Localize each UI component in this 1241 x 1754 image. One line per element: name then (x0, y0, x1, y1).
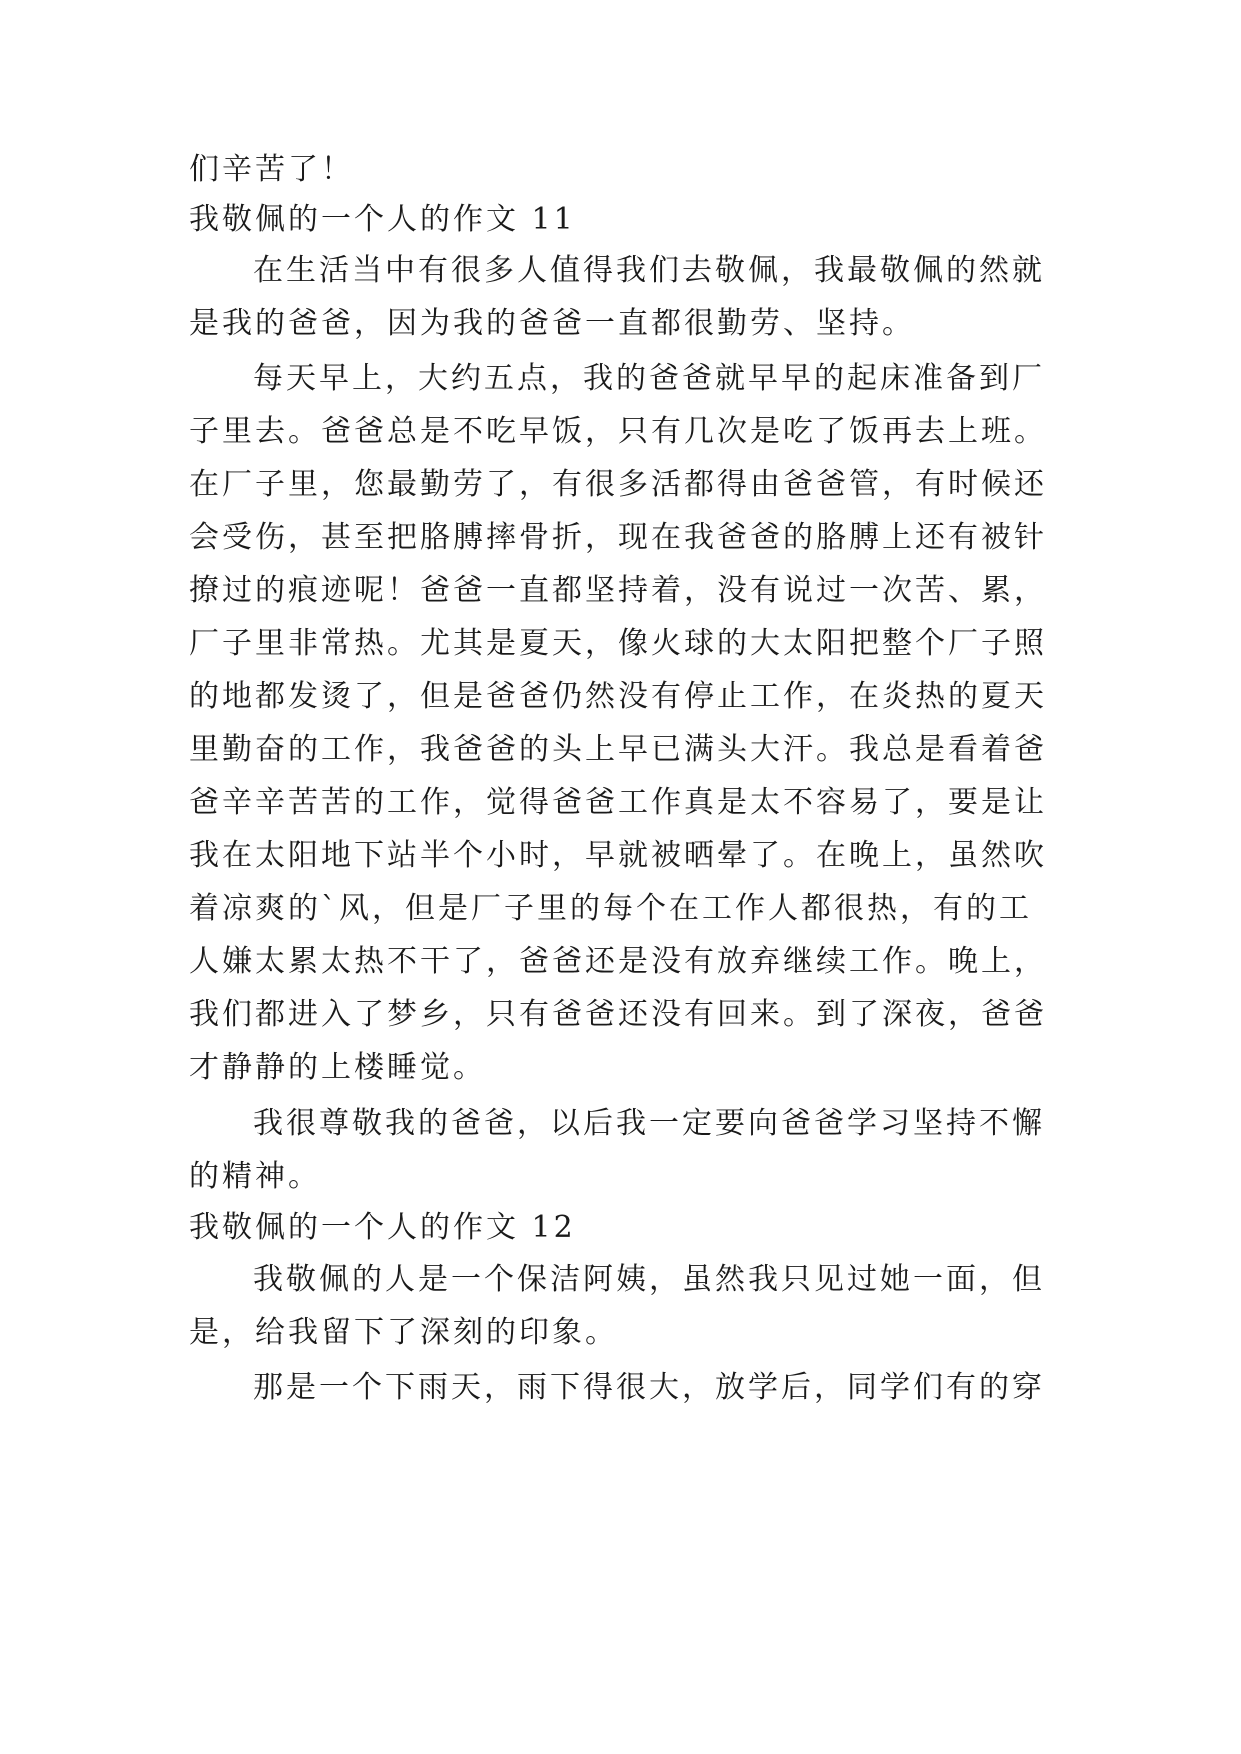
text-line: 厂子里非常热。尤其是夏天，像火球的大太阳把整个厂子照 (189, 626, 1047, 661)
text-line: 会受伤，甚至把胳膊摔骨折，现在我爸爸的胳膊上还有被针 (189, 520, 1047, 555)
paragraph-first-line: 我很尊敬我的爸爸，以后我一定要向爸爸学习坚持不懈 (253, 1106, 1045, 1141)
section-heading: 我敬佩的一个人的作文 11 (189, 202, 576, 237)
paragraph-first-line: 每天早上，大约五点，我的爸爸就早早的起床准备到厂 (253, 361, 1045, 396)
text-line: 的精神。 (189, 1159, 321, 1194)
text-line: 的地都发烫了，但是爸爸仍然没有停止工作，在炎热的夏天 (189, 679, 1047, 714)
text-line: 我们都进入了梦乡，只有爸爸还没有回来。到了深夜，爸爸 (189, 997, 1047, 1032)
text-line: 是我的爸爸，因为我的爸爸一直都很勤劳、坚持。 (189, 306, 915, 341)
section-heading: 我敬佩的一个人的作文 12 (189, 1210, 576, 1245)
text-line: 是，给我留下了深刻的印象。 (189, 1315, 618, 1350)
paragraph-first-line: 那是一个下雨天，雨下得很大，放学后，同学们有的穿 (253, 1370, 1045, 1405)
text-line: 撩过的痕迹呢！爸爸一直都坚持着，没有说过一次苦、累， (189, 573, 1047, 608)
text-line: 人嫌太累太热不干了，爸爸还是没有放弃继续工作。晚上， (189, 944, 1047, 979)
text-line: 爸辛辛苦苦的工作，觉得爸爸工作真是太不容易了，要是让 (189, 785, 1047, 820)
text-line: 我在太阳地下站半个小时，早就被晒晕了。在晚上，虽然吹 (189, 838, 1047, 873)
text-line: 们辛苦了！ (189, 152, 354, 187)
text-line: 着凉爽的`风，但是厂子里的每个在工作人都很热，有的工 (189, 891, 1032, 926)
text-line: 子里去。爸爸总是不吃早饭，只有几次是吃了饭再去上班。 (189, 414, 1047, 449)
text-line: 里勤奋的工作，我爸爸的头上早已满头大汗。我总是看着爸 (189, 732, 1047, 767)
text-line: 才静静的上楼睡觉。 (189, 1050, 486, 1085)
text-line: 在厂子里，您最勤劳了，有很多活都得由爸爸管，有时候还 (189, 467, 1047, 502)
paragraph-first-line: 我敬佩的人是一个保洁阿姨，虽然我只见过她一面，但 (253, 1262, 1045, 1297)
paragraph-first-line: 在生活当中有很多人值得我们去敬佩，我最敬佩的然就 (253, 253, 1045, 288)
